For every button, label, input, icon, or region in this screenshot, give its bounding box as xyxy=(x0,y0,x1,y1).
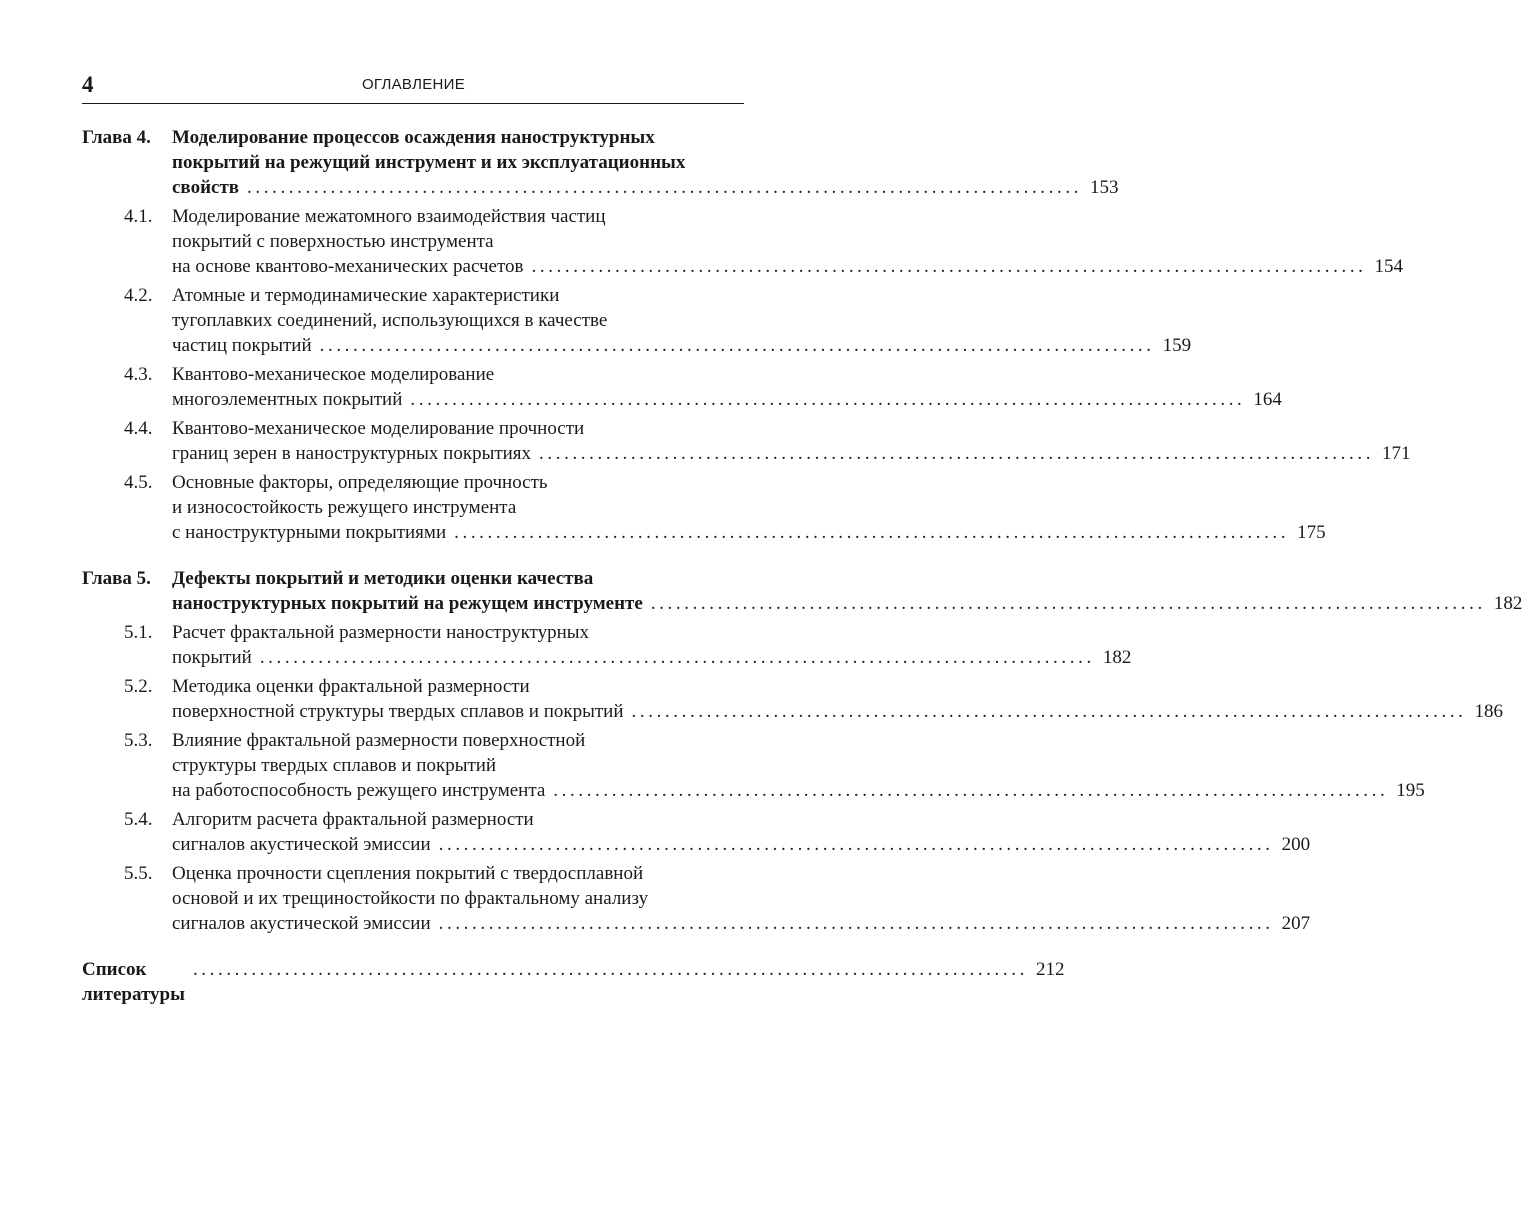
section-title-line: на основе квантово-механических расчетов xyxy=(172,256,524,277)
section-number: 5.2. xyxy=(124,676,153,697)
section-title-line: частиц покрытий xyxy=(172,335,312,356)
section-title-line: Оценка прочности сцепления покрытий с твердосплавной xyxy=(172,863,644,884)
page-ref: 175 xyxy=(1297,522,1326,543)
chapter-title-line: свойств xyxy=(172,177,240,198)
toc-section-5-3[interactable] xyxy=(82,728,1425,803)
section-title-line: с наноструктурными покрытиями xyxy=(172,522,447,543)
section-title-line: Методика оценки фрактальной размерности xyxy=(172,676,530,697)
section-title-line: и износостойкость режущего инструмента xyxy=(172,497,517,518)
literature-label: Список литературы xyxy=(82,959,185,1005)
page-ref: 153 xyxy=(1090,177,1119,198)
section-title-line: сигналов акустической эмиссии xyxy=(172,913,431,934)
section-number: 5.5. xyxy=(124,863,153,884)
section-number: 4.1. xyxy=(124,206,153,227)
page-ref: 186 xyxy=(1474,701,1504,722)
page-ref: 195 xyxy=(1396,780,1425,801)
section-title-line: Расчет фрактальной размерности наноструктурных xyxy=(172,622,590,643)
section-title-line: структуры твердых сплавов и покрытий xyxy=(172,755,497,776)
dot-leader: .................................................................................................... xyxy=(438,913,1274,934)
chapter-title-line: наноструктурных покрытий на режущем инструменте xyxy=(172,593,643,614)
section-title-line: границ зерен в наноструктурных покрытиях xyxy=(172,443,532,464)
section-title-line: Влияние фрактальной размерности поверхностной xyxy=(172,730,586,751)
header-rule xyxy=(82,103,744,104)
dot-leader: .................................................................................................... xyxy=(259,647,1095,668)
toc-section-5-1[interactable] xyxy=(82,620,1132,670)
toc-chapter-5[interactable] xyxy=(82,566,1522,616)
section-title-line: Алгоритм расчета фрактальной размерности xyxy=(172,809,534,830)
dot-leader: .................................................................................................... xyxy=(410,389,1246,410)
table-of-contents xyxy=(82,125,1522,1007)
toc-literature[interactable] xyxy=(82,957,1065,1007)
toc-section-5-2[interactable] xyxy=(82,674,1504,724)
section-number: 5.3. xyxy=(124,730,153,751)
toc-section-4-5[interactable] xyxy=(82,470,1326,545)
section-title-line: на работоспособность режущего инструмента xyxy=(172,780,546,801)
section-number: 4.2. xyxy=(124,285,153,306)
dot-leader: .................................................................................................... xyxy=(454,522,1290,543)
section-title-line: тугоплавких соединений, использующихся в качестве xyxy=(172,310,608,331)
section-title-line: Квантово-механическое моделирование xyxy=(172,364,495,385)
section-title-line: Атомные и термодинамические характеристики xyxy=(172,285,560,306)
section-number: 4.4. xyxy=(124,418,153,439)
section-title-line: многоэлементных покрытий xyxy=(172,389,403,410)
toc-section-4-3[interactable] xyxy=(82,362,1282,412)
section-number: 5.1. xyxy=(124,622,153,643)
toc-section-4-2[interactable] xyxy=(82,283,1192,358)
section-number: 4.3. xyxy=(124,364,153,385)
page-ref: 171 xyxy=(1382,443,1411,464)
section-title-line: сигналов акустической эмиссии xyxy=(172,834,431,855)
dot-leader: .................................................................................................... xyxy=(319,335,1155,356)
dot-leader: .................................................................................................... xyxy=(438,834,1274,855)
page-ref: 212 xyxy=(1035,959,1065,980)
toc-section-4-4[interactable] xyxy=(82,416,1411,466)
section-title-line: основой и их трещиностойкости по фрактальному анализу xyxy=(172,888,649,909)
chapter-label: Глава 5. xyxy=(82,568,151,589)
section-title-line: покрытий xyxy=(172,647,252,668)
toc-chapter-4[interactable] xyxy=(82,125,1119,200)
page-ref: 159 xyxy=(1162,335,1192,356)
page-ref: 154 xyxy=(1374,256,1404,277)
chapter-title-line: Моделирование процессов осаждения наноструктурных xyxy=(172,127,655,148)
dot-leader: .................................................................................................... xyxy=(650,593,1486,614)
page-ref: 200 xyxy=(1281,834,1311,855)
chapter-label: Глава 4. xyxy=(82,127,151,148)
dot-leader: .................................................................................................... xyxy=(531,256,1367,277)
chapter-title-line: покрытий на режущий инструмент и их эксплуатационных xyxy=(172,152,686,173)
dot-leader: .................................................................................................... xyxy=(539,443,1375,464)
dot-leader: .................................................................................................... xyxy=(247,177,1083,198)
section-title-line: покрытий с поверхностью инструмента xyxy=(172,231,494,252)
section-title-line: Основные факторы, определяющие прочность xyxy=(172,472,548,493)
toc-section-5-5[interactable] xyxy=(82,861,1311,936)
section-title-line: поверхностной структуры твердых сплавов и покрытий xyxy=(172,701,624,722)
toc-section-4-1[interactable] xyxy=(82,204,1404,279)
section-number: 4.5. xyxy=(124,472,153,493)
dot-leader: .................................................................................................... xyxy=(553,780,1389,801)
page-ref: 182 xyxy=(1102,647,1132,668)
page-ref: 207 xyxy=(1281,913,1311,934)
page-ref: 164 xyxy=(1253,389,1282,410)
chapter-title-line: Дефекты покрытий и методики оценки качества xyxy=(172,568,594,589)
page-number: 4 xyxy=(82,72,94,97)
toc-section-5-4[interactable] xyxy=(82,807,1311,857)
dot-leader: .................................................................................................... xyxy=(631,701,1467,722)
section-title-line: Моделирование межатомного взаимодействия частиц xyxy=(172,206,606,227)
section-number: 5.4. xyxy=(124,809,153,830)
page-ref: 182 xyxy=(1493,593,1522,614)
section-title-line: Квантово-механическое моделирование прочности xyxy=(172,418,585,439)
page-title: ОГЛАВЛЕНИЕ xyxy=(361,76,466,93)
dot-leader: .................................................................................................... xyxy=(192,959,1028,980)
